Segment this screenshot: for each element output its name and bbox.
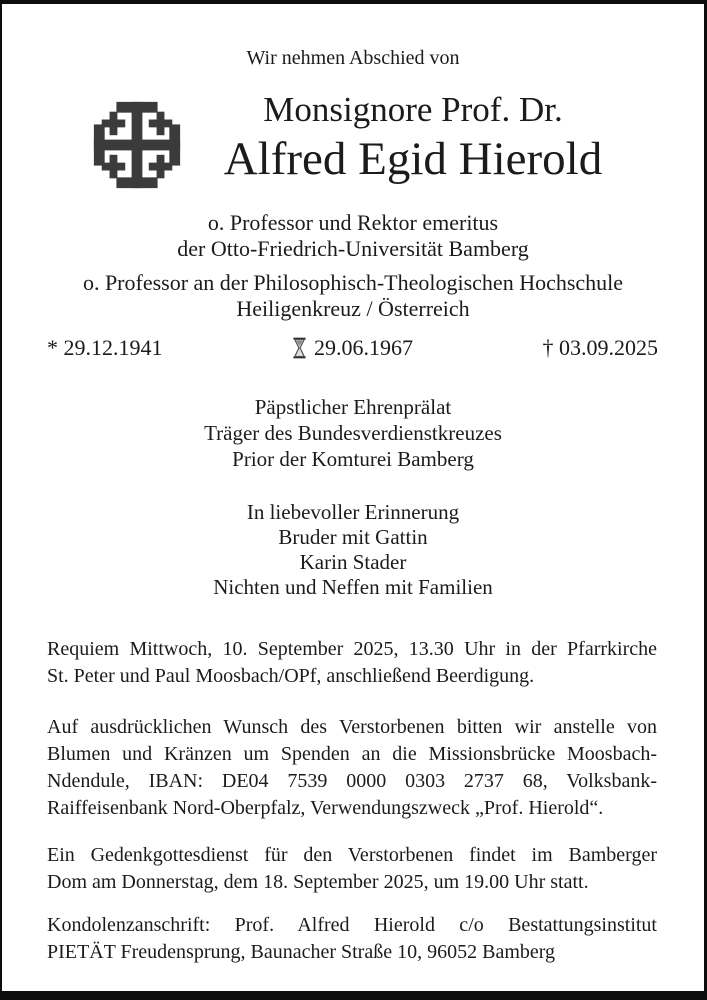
memorial-line-2: Dom am Donnerstag, dem 18. September 2025, um 19.00 Uhr statt. [47, 871, 589, 893]
donations-line-3: Ndendule, IBAN: DE04 7539 0000 0303 2737 68, Volksbank- [47, 770, 657, 792]
roles-block-hochschule [2, 270, 704, 322]
role-line-1: o. Professor und Rektor emeritus [207, 210, 499, 235]
role-line-2: der Otto-Friedrich-Universität Bamberg [177, 236, 529, 261]
condolence-address-paragraph [2, 912, 704, 966]
condolence-line-2: PIETÄT Freudensprung, Baunacher Straße 10, 96052 Bamberg [47, 941, 556, 963]
life-dates-row [2, 334, 704, 362]
hourglass-icon [292, 337, 307, 359]
requiem-line-1: Requiem Mittwoch, 10. September 2025, 13.30 Uhr in der Pfarrkirche [47, 638, 657, 660]
jerusalem-cross-icon [88, 96, 186, 194]
birth-date: * 29.12.1941 [47, 335, 163, 360]
memorial-line-1: Ein Gedenkgottesdienst für den Verstorbenen findet im Bamberger [47, 844, 657, 866]
donations-line-2: Blumen und Kränzen um Spenden an die Missionsbrücke Moosbach- [47, 743, 657, 765]
farewell-line: Wir nehmen Abschied von [246, 47, 460, 69]
memorial-service-paragraph [2, 842, 704, 896]
death-date: † 03.09.2025 [542, 335, 658, 360]
mourner-line: Karin Stader [299, 550, 407, 574]
roles-block-university [2, 210, 704, 262]
mourners-block [2, 500, 704, 600]
honor-line: Päpstlicher Ehrenprälat [254, 395, 452, 419]
ordination-date: 29.06.1967 [314, 335, 413, 360]
role-line-4: Heiligenkreuz / Österreich [236, 296, 470, 321]
requiem-line-2: St. Peter und Paul Moosbach/OPf, anschließend Beerdigung. [47, 665, 535, 687]
mourner-line: In liebevoller Erinnerung [246, 500, 460, 524]
requiem-paragraph [2, 636, 704, 690]
ordination-date-item [292, 334, 413, 362]
deceased-name: Alfred Egid Hierold [223, 133, 603, 185]
donations-line-4: Raiffeisenbank Nord-Oberpfalz, Verwendungszweck „Prof. Hierold“. [47, 797, 604, 819]
mourner-line: Bruder mit Gattin [278, 525, 428, 549]
title-line: Monsignore Prof. Dr. [263, 90, 563, 129]
donations-line-1: Auf ausdrücklichen Wunsch des Verstorbenen bitten wir anstelle von [47, 716, 657, 738]
honor-line: Prior der Komturei Bamberg [232, 447, 474, 471]
donations-paragraph [2, 714, 704, 822]
mourner-line: Nichten und Neffen mit Familien [213, 575, 493, 599]
honors-block [2, 394, 704, 472]
role-line-3: o. Professor an der Philosophisch-Theologischen Hochschule [82, 270, 624, 295]
condolence-line-1: Kondolenzanschrift: Prof. Alfred Hierold c/o Bestattungsinstitut [47, 914, 657, 936]
honor-line: Träger des Bundesverdienstkreuzes [204, 421, 502, 445]
